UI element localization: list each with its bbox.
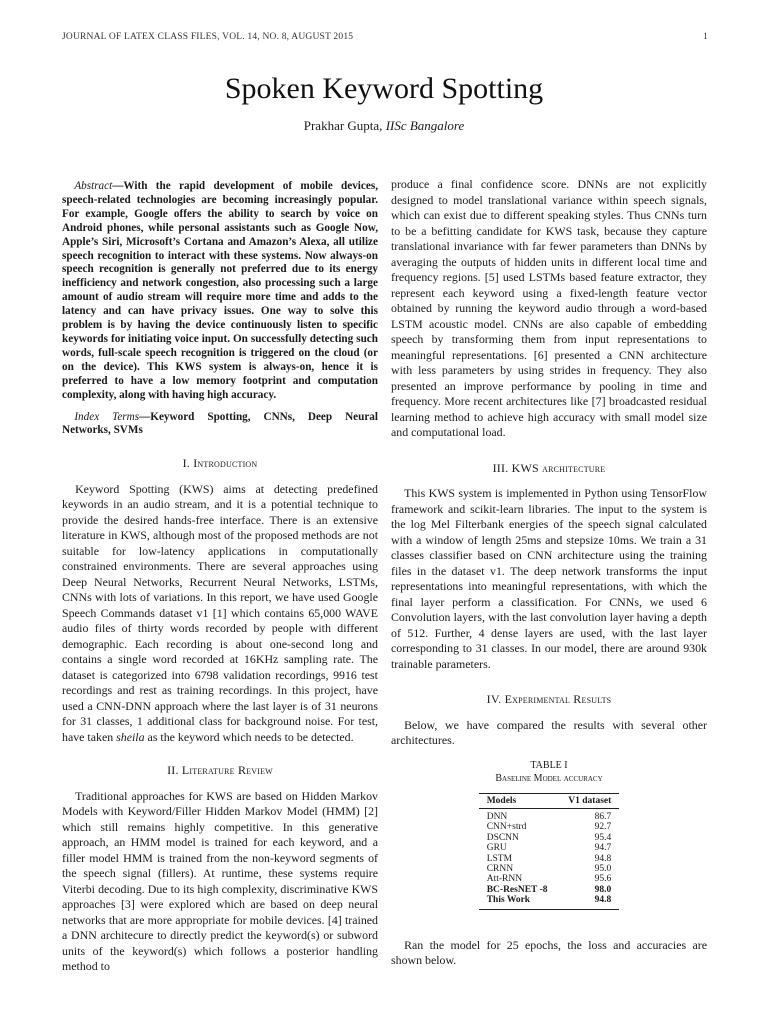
table-row bbox=[479, 843, 620, 853]
results-paragraph-2: Ran the model for 25 epochs, the loss and accuracies are shown below. bbox=[391, 937, 707, 968]
model-name: GRU bbox=[486, 843, 507, 854]
index-terms-text: —Keyword Spotting, CNNs, Deep Neural Networks, SVMs bbox=[62, 410, 379, 437]
section-heading-results bbox=[391, 692, 707, 708]
model-accuracy: 86.7 bbox=[594, 811, 612, 822]
section-number: I. bbox=[182, 456, 191, 471]
model-name: LSTM bbox=[486, 853, 513, 864]
model-accuracy: 95.4 bbox=[594, 832, 612, 843]
model-accuracy: 94.7 bbox=[594, 843, 612, 854]
abstract bbox=[62, 180, 378, 403]
index-terms-label: Index Terms bbox=[74, 410, 140, 423]
intro-text-end: as the keyword which needs to be detected. bbox=[144, 729, 354, 744]
literature-paragraph-continued: produce a final confidence score. DNNs are not explicitly designed to model translational variance within speech signals, which can exist due to different speaking styles. Thus CNNs turn to be a befitting candidate for KWS task, because they capture translational invariance with far fewer parameters than DNNs by averaging the outputs of hidden units in different local time and frequency regions. [5] used LSTMs based feature extractor, they represent each keyword using a fixed-length feature vector obtained by running the keyword audio through a word-based LSTM acoustic model. CNNs are also capable of embedding speech by transforming them from input representations to meaningful representations. [6] presented a CNN architecture with less parameters by using strides in frequency. They also presented an improve performance by pooling in time and frequency. More recent architectures like [7] broadcasted residual learning method to achieve high accuracy with small model size and computational load. bbox=[391, 177, 707, 439]
model-name: CNN+strd bbox=[486, 822, 527, 833]
section-title: Literature Review bbox=[181, 763, 273, 778]
index-terms bbox=[62, 411, 378, 439]
table-caption bbox=[391, 759, 707, 785]
model-name: DNN bbox=[486, 811, 508, 822]
model-name: CRNN bbox=[486, 863, 514, 874]
header-models: Models bbox=[479, 793, 561, 808]
model-accuracy: 98.0 bbox=[594, 884, 612, 895]
table-row bbox=[479, 874, 620, 884]
journal-name: JOURNAL OF LATEX CLASS FILES, VOL. 14, NO. 8, AUGUST 2015 bbox=[62, 32, 354, 42]
section-number: III. bbox=[492, 460, 509, 475]
author-line bbox=[0, 118, 768, 134]
intro-text: Keyword Spotting (KWS) aims at detecting predefined keywords in an audio stream, and it is a potential technique to provide the desired hands-free interface. There is an extensive literature in KWS, although most of the proposed methods are not suitable for low-latency applications in computationally constrained environments. There are several approaches using Deep Neural Networks, Recurrent Neural Networks, LSTMs, CNNs with lots of variations. In this report, we have used Google Speech Commands dataset v1 [1] which contains 65,000 WAVE audio files of thirty words recorded by people with different demographic. Each recording is about one-second long and contains a single word recorded at 16KHz sampling rate. The dataset is categorized into 6798 validation recordings, 9916 test recordings and rest as training recordings. In this project, have used a CNN-DNN approach where the last layer is of 31 neurons for 31 classes, 1 additional class for background noise. For test, have taken bbox=[62, 481, 378, 744]
section-heading-literature bbox=[62, 763, 378, 779]
model-accuracy: 95.0 bbox=[594, 863, 612, 874]
right-column bbox=[391, 177, 707, 969]
model-accuracy: 92.7 bbox=[594, 822, 612, 833]
author-name: Prakhar Gupta, bbox=[303, 118, 383, 133]
table-row bbox=[479, 864, 620, 874]
section-title: architecture bbox=[542, 460, 606, 475]
model-name: BC-ResNET -8 bbox=[486, 884, 548, 895]
section-heading-architecture bbox=[391, 461, 707, 477]
intro-paragraph bbox=[62, 482, 378, 746]
model-accuracy: 94.8 bbox=[594, 853, 612, 864]
page-number: 1 bbox=[703, 32, 708, 42]
model-accuracy: 94.8 bbox=[560, 895, 619, 909]
left-column bbox=[62, 180, 378, 975]
table-row bbox=[479, 822, 620, 832]
section-number: II. bbox=[167, 763, 179, 778]
section-heading-introduction bbox=[62, 456, 378, 472]
table-row bbox=[479, 885, 620, 895]
table-title: Baseline Model accuracy bbox=[495, 772, 603, 784]
abstract-label: Abstract bbox=[74, 180, 113, 192]
running-head bbox=[62, 32, 708, 42]
intro-keyword: sheila bbox=[116, 729, 145, 744]
model-name: Att-RNN bbox=[486, 874, 523, 885]
section-number: IV. bbox=[486, 692, 502, 706]
section-title: Introduction bbox=[193, 456, 258, 471]
table-header-row bbox=[479, 793, 620, 808]
model-name: This Work bbox=[479, 895, 561, 909]
table-row bbox=[479, 833, 620, 843]
author-affiliation: IISc Bangalore bbox=[385, 118, 465, 133]
section-title-acronym: KWS bbox=[511, 460, 539, 475]
paper-title: Spoken Keyword Spotting bbox=[224, 72, 544, 105]
model-name: DSCNN bbox=[486, 832, 519, 843]
table-row bbox=[479, 854, 620, 864]
table-label: TABLE I bbox=[530, 759, 568, 771]
table-row bbox=[479, 808, 620, 822]
architecture-paragraph: This KWS system is implemented in Python using TensorFlow framework and scikit-learn libraries. The input to the system is the log Mel Filterbank energies of the speech signal calculated with a window of length 25ms and stepsize 10ms. We train a 31 classes classifier based on CNN architecture using the training files in the dataset v1. The deep network transforms the input representations into meaningful representations, with which the final layer perform a classification. For CNNs, we used 6 Convolution layers, with the last convolution layer having a depth of 512. Further, 4 dense layers are used, with the last layer corresponding to 31 classes. In our model, there are around 930k trainable parameters. bbox=[391, 486, 707, 671]
literature-paragraph: Traditional approaches for KWS are based on Hidden Markov Models with Keyword/Filler Hidden Markov Model (HMM) [2] which still remains highly competitive. In this generative approach, an HMM model is trained for each keyword, and a filler model HMM is trained from the non-keyword segments of the speech signal (fillers). At runtime, these systems require Viterbi decoding. Due to its high complexity, discriminative KWS approaches [3] were explored which are based on deep neural networks that are more appropriate for mobile devices. [4] trained a DNN architecure to directly predict the keyword(s) or subword units of the keyword(s) which follows a posterior handling method to bbox=[62, 788, 378, 974]
results-table bbox=[479, 793, 620, 910]
table-row bbox=[479, 895, 620, 909]
results-paragraph: Below, we have compared the results with several other architectures. bbox=[391, 717, 707, 747]
abstract-text: —With the rapid development of mobile devices, speech-related technologies are becoming increasingly popular. For example, Google offers the ability to search by voice on Android phones, while personal assistants such as Google Now, Apple’s Siri, Microsoft’s Cortana and Amazon’s Alexa, all utilize speech recognition to interact with these systems. Now always-on speech recognition is generally not preferred due to its energy inefficiency and network congestion, also processing such a large amount of audio stream will require more time and adds to the latency and can have privacy issues. One way to solve this problem is by having the device continuously listen to specific keywords for initiating voice input. On successfully detecting such words, full-scale speech recognition is triggered on the cloud (or on the device). This KWS system is always-on, hence it is preferred to have a low memory footprint and computation complexity, along with having high accuracy. bbox=[62, 180, 378, 401]
header-v1-dataset: V1 dataset bbox=[560, 793, 619, 808]
section-title: Experimental Results bbox=[504, 692, 612, 706]
model-accuracy: 95.6 bbox=[594, 874, 612, 885]
